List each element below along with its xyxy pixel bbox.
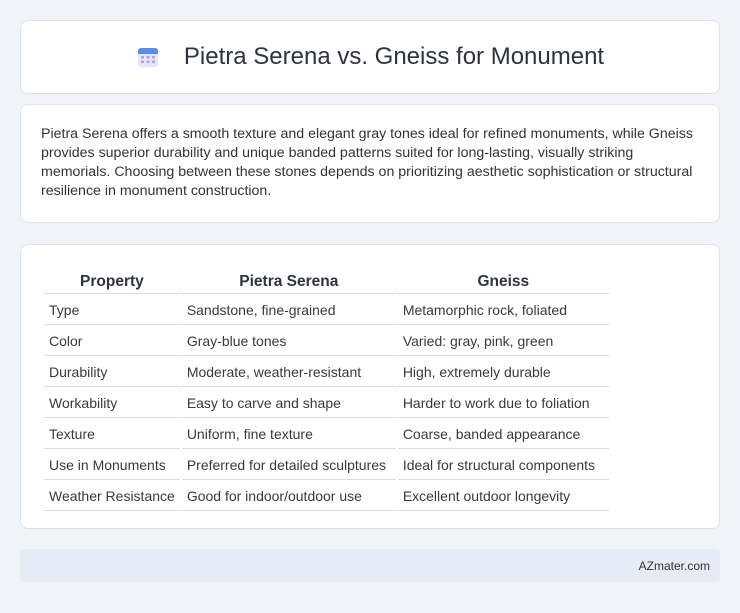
table-cell: Good for indoor/outdoor use <box>182 482 396 511</box>
table-cell: Durability <box>44 358 180 387</box>
table-row <box>44 451 609 480</box>
table-cell: Excellent outdoor longevity <box>398 482 609 511</box>
table-cell: Texture <box>44 420 180 449</box>
intro-card <box>20 104 720 223</box>
table-row <box>44 327 609 356</box>
table-cell: Ideal for structural components <box>398 451 609 480</box>
table-cell: Coarse, banded appearance <box>398 420 609 449</box>
table-cell: High, extremely durable <box>398 358 609 387</box>
table-cell: Uniform, fine texture <box>182 420 396 449</box>
table-row <box>44 358 609 387</box>
page-title: Pietra Serena vs. Gneiss for Monument <box>183 43 605 70</box>
table-cell: Harder to work due to foliation <box>398 389 609 418</box>
table-cell: Type <box>44 296 180 325</box>
table-cell: Metamorphic rock, foliated <box>398 296 609 325</box>
table-cell: Use in Monuments <box>44 451 180 480</box>
table-cell: Workability <box>44 389 180 418</box>
column-header-pietra-serena: Pietra Serena <box>182 267 396 294</box>
footer-bar <box>20 549 720 582</box>
intro-text: Pietra Serena offers a smooth texture and elegant gray tones ideal for refined monuments, while Gneiss provides superior durability and unique banded patterns suited for long-lasting, visually striking memorials. Choosing between these stones depends on prioritizing aesthetic sophistication or structural resilience in monument construction. <box>41 126 693 199</box>
column-header-gneiss: Gneiss <box>398 267 609 294</box>
table-row <box>44 420 609 449</box>
table-row <box>44 389 609 418</box>
table-cell: Moderate, weather-resistant <box>182 358 396 387</box>
table-cell: Weather Resistance <box>44 482 180 511</box>
calendar-icon <box>136 45 160 69</box>
table-cell: Easy to carve and shape <box>182 389 396 418</box>
table-cell: Varied: gray, pink, green <box>398 327 609 356</box>
table-card <box>20 244 720 529</box>
table-row <box>44 296 609 325</box>
table-cell: Gray-blue tones <box>182 327 396 356</box>
footer-site-link[interactable]: AZmater.com <box>638 558 710 573</box>
header-card <box>20 20 720 94</box>
table-row <box>44 482 609 511</box>
table-cell: Preferred for detailed sculptures <box>182 451 396 480</box>
comparison-table <box>42 265 611 513</box>
table-cell: Sandstone, fine-grained <box>182 296 396 325</box>
table-cell: Color <box>44 327 180 356</box>
column-header-property: Property <box>44 267 180 294</box>
table-header-row <box>44 267 609 294</box>
